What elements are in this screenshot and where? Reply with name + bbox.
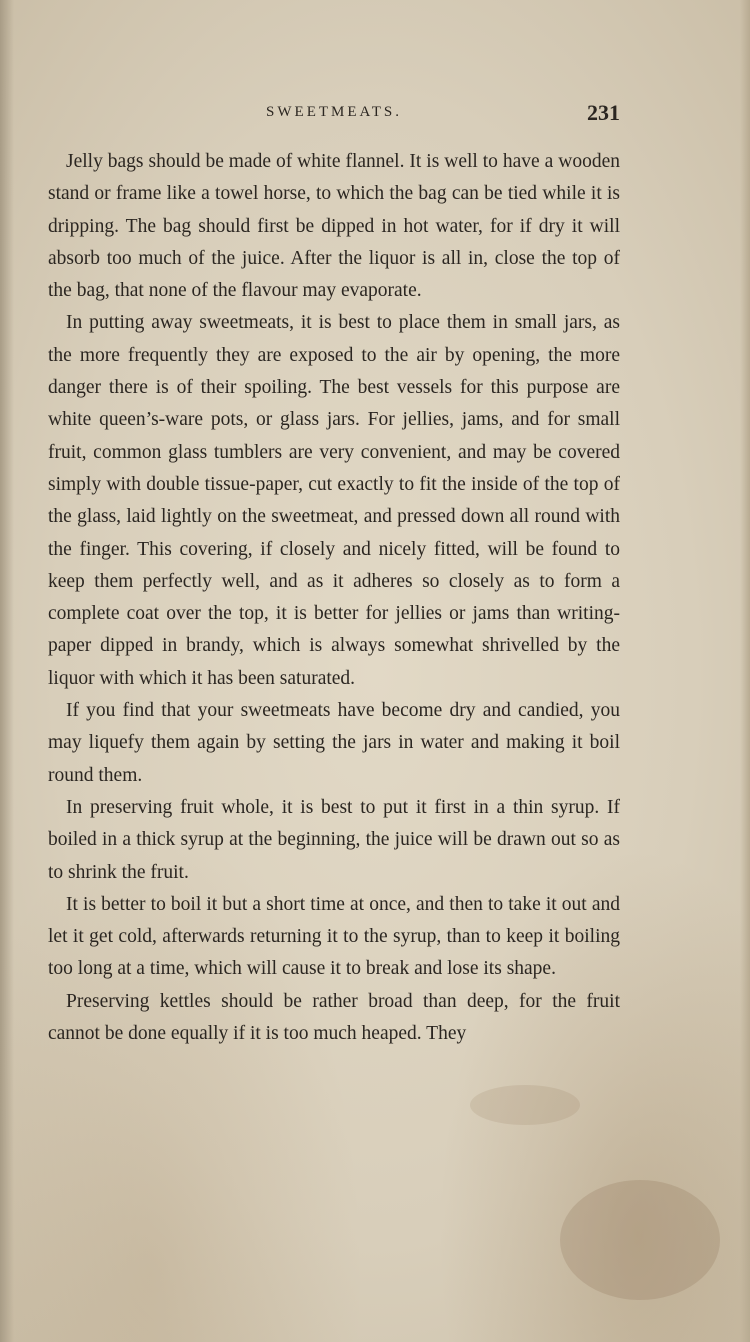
paragraph: Preserving kettles should be rather broad than deep, for the fruit cannot be done equally if it is too much heaped. They: [48, 990, 620, 1045]
page-edge-right: [740, 0, 750, 1342]
paragraph: If you find that your sweetmeats have become dry and candied, you may liquefy them again by setting the jars in water and making it boil round them.: [48, 700, 620, 786]
paragraph: It is better to boil it but a short time at once, and then to take it out and let it get cold, afterwards returning it to the syrup, than to keep it boiling too long at a time, which will cause it to break and lose its shape.: [48, 893, 620, 980]
paper-stain: [560, 1180, 720, 1300]
running-head: SWEETMEATS.: [266, 104, 402, 120]
paragraph: In preserving fruit whole, it is best to put it first in a thin syrup. If boiled in a thick syrup at the beginning, the juice will be drawn out so as to shrink the fruit.: [48, 796, 620, 883]
paper-stain: [470, 1085, 580, 1125]
paragraph: Jelly bags should be made of white flannel. It is well to have a wooden stand or frame like a towel horse, to which the bag can be tied while it is dripping. The bag should first be dipped in hot water, for if dry it will absorb too much of the juice. After the liquor is all in, close the top of the bag, that none of the flavour may evaporate.: [48, 151, 620, 302]
page-header: [48, 100, 620, 130]
body-text: [48, 146, 620, 1050]
page-number: 231: [587, 100, 620, 125]
page-edge-left: [0, 0, 14, 1342]
paragraph: In putting away sweetmeats, it is best to place them in small jars, as the more frequently they are exposed to the air by opening, the more danger there is of their spoiling. The best vessels for this purpose are white queen’s-ware pots, or glass jars. For jellies, jams, and for small fruit, common glass tumblers are very convenient, and may be covered simply with double tissue-paper, cut exactly to fit the inside of the top of the glass, laid lightly on the sweetmeat, and pressed down all round with the finger. This covering, if closely and nicely fitted, will be found to keep them perfectly well, and as it adheres so closely as to form a complete coat over the top, it is better for jellies or jams than writing-paper dipped in brandy, which is always somewhat shrivelled by the liquor with which it has been saturated.: [48, 312, 620, 689]
